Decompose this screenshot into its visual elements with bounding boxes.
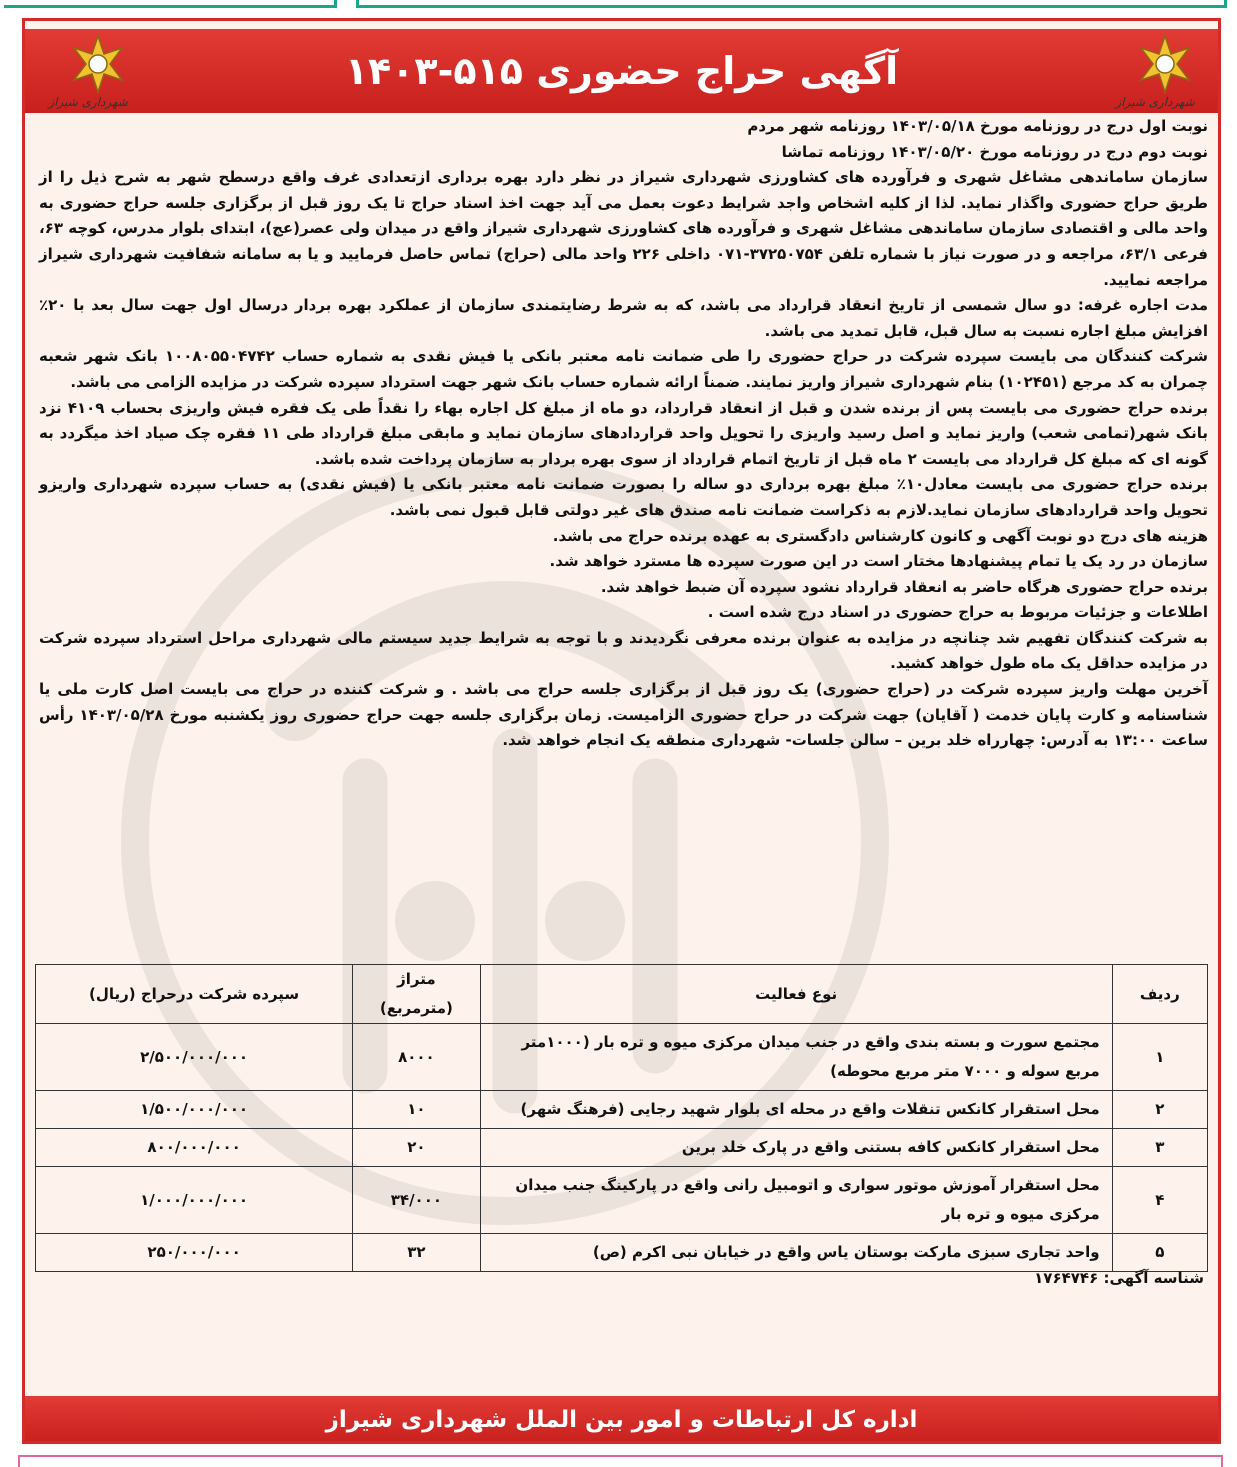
deposit-cell: ۱/۵۰۰/۰۰۰/۰۰۰	[36, 1091, 353, 1129]
paragraph-costs: هزینه های درج دو نوبت آگهی و کانون کارشناس دادگستری به عهده برنده حراج می باشد.	[552, 526, 1208, 545]
paragraph-payment: برنده حراج حضوری می بایست پس از برنده شدن و قبل از انعقاد قرارداد، دو ماه از مبلغ کل اجاره بهاء را نقداً طی یک فقره فیش واریزی بحساب ۴۱۰۹ نزد بانک شهر(تمامی شعب) واریز نماید و اصل رسید واریزی را تحویل واحد قراردادهای سازمان نماید و مابقی مبلغ قرارداد طی ۱۱ فقره چک صیاد اخذ میگردد به گونه ای که مبلغ کل قرارداد می بایست ۲ ماه قبل از تاریخ اتمام قرارداد از سوی بهره بردار به سازمان پرداخت شده باشد.	[39, 398, 1208, 468]
deposit-cell: ۲۵۰/۰۰۰/۰۰۰	[36, 1234, 353, 1272]
row-number: ۴	[1112, 1167, 1207, 1234]
logo-right	[1100, 33, 1210, 113]
logo-left	[33, 33, 143, 113]
activity-cell: محل استقرار کانکس تنقلات واقع در محله ای بلوار شهید رجایی (فرهنگ شهر)	[480, 1091, 1112, 1129]
area-cell: ۲۰	[353, 1129, 480, 1167]
header-deposit: سپرده شرکت درحراج (ریال)	[36, 965, 353, 1024]
top-border-left	[4, 0, 337, 8]
logo-caption: شهرداری شیراز	[48, 95, 128, 109]
row-number: ۲	[1112, 1091, 1207, 1129]
header-row-number: ردیف	[1112, 965, 1207, 1024]
area-cell: ۱۰	[353, 1091, 480, 1129]
deposit-cell: ۸۰۰/۰۰۰/۰۰۰	[36, 1129, 353, 1167]
table-row	[36, 1024, 1208, 1091]
paragraph-documents: اطلاعات و جزئیات مربوط به حراج حضوری در اسناد درج شده است .	[707, 603, 1208, 622]
footer-bar	[25, 1396, 1218, 1444]
paragraph-rejection: سازمان در رد یک یا تمام پیشنهادها مختار است در این صورت سپرده ها مسترد خواهد شد.	[549, 552, 1208, 571]
table-row	[36, 1234, 1208, 1272]
area-cell: ۳۴/۰۰۰	[353, 1167, 480, 1234]
deposit-cell: ۱/۰۰۰/۰۰۰/۰۰۰	[36, 1167, 353, 1234]
paragraph-refund: به شرکت کنندگان تفهیم شد چنانچه در مزایده به عنوان برنده معرفی نگردیدند و با توجه به شرایط جدید سیستم مالی شهرداری مراحل استرداد سپرده شرکت در مزایده حداقل یک ماه طول خواهد کشید.	[39, 628, 1208, 673]
auction-items-table	[35, 964, 1208, 1272]
paragraph-forfeit: برنده حراج حضوری هرگاه حاضر به انعقاد قرارداد نشود سپرده آن ضبط خواهد شد.	[600, 577, 1208, 596]
area-cell: ۳۲	[353, 1234, 480, 1272]
row-number: ۳	[1112, 1129, 1207, 1167]
advertisement-frame	[22, 18, 1221, 1444]
activity-cell: مجتمع سورت و بسته بندی واقع در جنب میدان مرکزی میوه و تره بار (۱۰۰۰متر مربع سوله و ۷۰۰۰ متر مربع محوطه)	[480, 1024, 1112, 1091]
header-area: متراژ (مترمربع)	[353, 965, 480, 1024]
table-row	[36, 1091, 1208, 1129]
logo-caption: شهرداری شیراز	[1115, 95, 1195, 109]
header-bar	[25, 29, 1218, 113]
shiraz-municipality-flower-icon	[33, 33, 143, 95]
shiraz-municipality-flower-icon	[1100, 33, 1210, 95]
area-cell: ۸۰۰۰	[353, 1024, 480, 1091]
notice-body	[39, 114, 1208, 754]
activity-cell: محل استقرار کانکس کافه بستنی واقع در پارک خلد برین	[480, 1129, 1112, 1167]
top-border-right	[356, 0, 1227, 8]
paragraph-guarantee: برنده حراج حضوری می بایست معادل۱۰٪ مبلغ بهره برداری دو ساله را بصورت ضمانت نامه معتبر بانکی یا (فیش نقدی) به حساب سپرده شهرداری واریزو تحویل واحد قراردادهای سازمان نماید.لازم به ذکراست ضمانت نامه صندق های غیر دولتی قابل قبول نمی باشد.	[39, 475, 1208, 519]
table-header-row	[36, 965, 1208, 1024]
bottom-border	[18, 1455, 1223, 1467]
activity-cell: محل استقرار آموزش موتور سواری و اتومبیل رانی واقع در پارکینگ جنب میدان مرکزی میوه و تره بار	[480, 1167, 1112, 1234]
page-title: آگهی حراج حضوری ۵۱۵-۱۴۰۳	[344, 49, 899, 93]
table-row	[36, 1167, 1208, 1234]
paragraph-invitation: سازمان ساماندهی مشاغل شهری و فرآورده های کشاورزی شهرداری شیراز در نظر دارد بهره برداری ازتعدادی غرف واقع درسطح شهر به شرح ذیل را از طریق حراج حضوری واگذار نماید. لذا از کلیه اشخاص واجد شرایط دعوت بعمل می آید جهت اخذ اسناد حراج تا یک روز قبل از برگزاری جلسه حراج حضوری به واحد مالی و اقتصادی سازمان ساماندهی مشاغل شهری و فرآورده های کشاورزی شهرداری شیراز واقع در میدان ولی عصر(عج)، ابتدای بلوار مدرس، کوچه ۶۳، فرعی ۶۳/۱، مراجعه و در صورت نیاز با شماره تلفن ۳۷۲۵۰۷۵۴-۰۷۱ داخلی ۲۲۶ واحد مالی (حراج) تماس حاصل فرمایید و یا به سامانه شفافیت شهرداری شیراز مراجعه نمایید.	[39, 168, 1208, 289]
header-activity: نوع فعالیت	[480, 965, 1112, 1024]
paragraph-deposit: شرکت کنندگان می بایست سپرده شرکت در حراج حضوری را طی ضمانت نامه معتبر بانکی یا فیش نقدی به شماره حساب ۱۰۰۸۰۵۵۰۴۷۴۲ بانک شهر شعبه چمران به کد مرجع (۱۰۲۴۵۱) بنام شهرداری شیراز واریز نمایند. ضمناً ارائه شماره حساب بانک شهر جهت استرداد سپرده شرکت در مزایده الزامی می باشد.	[39, 347, 1208, 391]
paragraph-second-publication: نوبت دوم درج در روزنامه مورخ ۱۴۰۳/۰۵/۲۰ روزنامه تماشا	[781, 142, 1208, 161]
footer-text: اداره کل ارتباطات و امور بین الملل شهرداری شیراز	[325, 1407, 918, 1433]
notice-id: شناسه آگهی: ۱۷۶۴۷۴۶	[1034, 1269, 1204, 1287]
deposit-cell: ۲/۵۰۰/۰۰۰/۰۰۰	[36, 1024, 353, 1091]
activity-cell: واحد تجاری سبزی مارکت بوستان یاس واقع در خیابان نبی اکرم (ص)	[480, 1234, 1112, 1272]
paragraph-lease-term: مدت اجاره غرفه: دو سال شمسی از تاریخ انعقاد قرارداد می باشد، که به شرط رضایتمندی سازمان از عملکرد بهره بردار درسال اول جهت سال بعد با ۲۰٪ افزایش مبلغ اجاره نسبت به سال قبل، قابل تمدید می باشد.	[39, 296, 1208, 340]
row-number: ۵	[1112, 1234, 1207, 1272]
paragraph-deadline: آخرین مهلت واریز سپرده شرکت در (حراج حضوری) یک روز قبل از برگزاری جلسه حراج می باشد . و شرکت کننده در حراج می بایست اصل کارت ملی یا شناسنامه و کارت پایان خدمت ( آقایان) جهت شرکت در حراج حضوری الزامیست. زمان برگزاری جلسه جهت حراج حضوری روز یکشنبه مورخ ۱۴۰۳/۰۵/۲۸ رأس ساعت ۱۳:۰۰ به آدرس: چهارراه خلد برین – سالن جلسات- شهرداری منطقه یک انجام خواهد شد.	[39, 680, 1208, 750]
table-row	[36, 1129, 1208, 1167]
paragraph-first-publication: نوبت اول درج در روزنامه مورخ ۱۴۰۳/۰۵/۱۸ روزنامه شهر مردم	[747, 117, 1208, 135]
row-number: ۱	[1112, 1024, 1207, 1091]
